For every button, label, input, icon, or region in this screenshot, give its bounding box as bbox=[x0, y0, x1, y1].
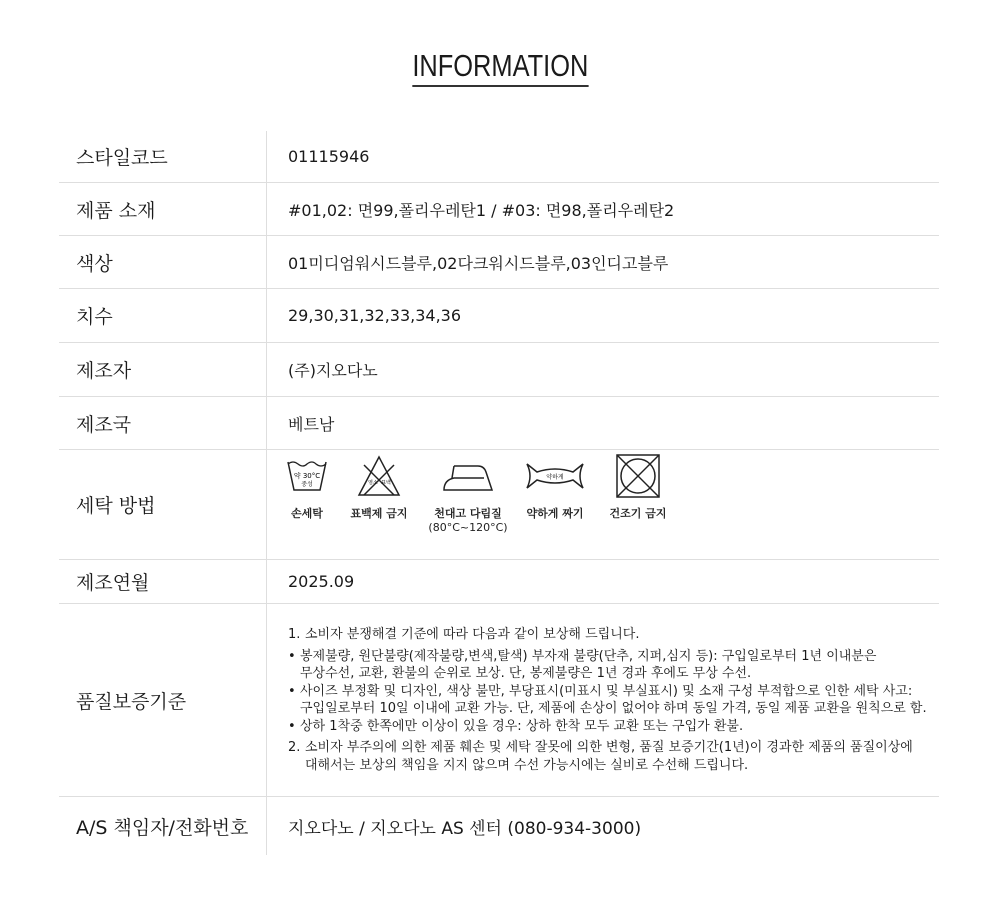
no-bleach-icon bbox=[357, 455, 401, 497]
care-item-hand-wash bbox=[277, 452, 337, 521]
care-item-iron bbox=[427, 452, 509, 535]
row-value: (주)지오다노 bbox=[288, 361, 378, 380]
row-label: 제조국 bbox=[59, 397, 267, 449]
quality-text-line: 상하 1착중 한쪽에만 이상이 있을 경우: 상하 한착 모두 교환 또는 구입가 환불. bbox=[300, 718, 744, 734]
care-label: 천대고 다림질 bbox=[434, 507, 502, 520]
row-material bbox=[59, 183, 939, 236]
page-title: INFORMATION bbox=[412, 48, 588, 87]
list-number: 1. bbox=[288, 627, 301, 642]
quality-text-line: 소비자 분쟁해결 기준에 따라 다음과 같이 보상해 드립니다. bbox=[305, 627, 640, 642]
row-color bbox=[59, 236, 939, 289]
quality-text-line: 대해서는 보상의 책임을 지지 않으며 수선 가능시에는 실비로 수선해 드립니다. bbox=[305, 757, 749, 773]
row-quality bbox=[59, 604, 939, 797]
quality-text-line: 소비자 부주의에 의한 제품 훼손 및 세탁 잘못에 의한 변형, 품질 보증기간(1년)이 경과한 제품의 품질이상에 bbox=[305, 740, 913, 755]
row-label: 제조자 bbox=[59, 343, 267, 396]
quality-text-line: 무상수선, 교환, 환불의 순위로 보상. 단, 봉제불량은 1년 경과 후에도 무상 수선. bbox=[300, 666, 752, 681]
bullet: • bbox=[288, 648, 296, 664]
row-manufacture-date bbox=[59, 560, 939, 604]
quality-line bbox=[288, 665, 927, 683]
hand-wash-icon-text2: 중성 bbox=[301, 481, 313, 488]
row-style-code bbox=[59, 131, 939, 183]
list-number: 2. bbox=[288, 740, 301, 755]
quality-text-line: 구입일로부터 10일 이내에 교환 가능. 단, 제품에 손상이 없어야 하며 동일 가격, 동일 제품 교환을 원칙으로 함. bbox=[300, 701, 927, 716]
row-label: 제조연월 bbox=[59, 560, 267, 603]
care-item-no-tumble-dry bbox=[601, 452, 675, 521]
gentle-wring-icon bbox=[525, 458, 585, 494]
row-size bbox=[59, 289, 939, 343]
care-item-no-bleach bbox=[339, 452, 419, 521]
row-value: 01115946 bbox=[288, 147, 370, 166]
row-label: 제품 소재 bbox=[59, 183, 267, 235]
care-item-gentle-wring bbox=[513, 452, 597, 521]
row-value: 베트남 bbox=[288, 414, 335, 434]
hand-wash-icon-text1: 약 30°C bbox=[293, 472, 321, 480]
care-label: 표백제 금지 bbox=[350, 507, 408, 520]
row-value: #01,02: 면99,폴리우레탄1 / #03: 면98,폴리우레탄2 bbox=[288, 200, 675, 220]
quality-line bbox=[288, 683, 927, 701]
row-value: 29,30,31,32,33,34,36 bbox=[288, 306, 462, 325]
row-label: 품질보증기준 bbox=[59, 604, 267, 796]
no-bleach-icon-text2: 표백 bbox=[381, 480, 391, 486]
row-label: 세탁 방법 bbox=[59, 450, 267, 559]
care-sublabel: (80°C~120°C) bbox=[428, 521, 508, 534]
row-label: A/S 책임자/전화번호 bbox=[59, 797, 267, 855]
quality-line bbox=[288, 626, 927, 644]
info-table bbox=[59, 131, 939, 855]
row-washing bbox=[59, 450, 939, 560]
header bbox=[0, 48, 1000, 87]
quality-text bbox=[267, 604, 939, 796]
quality-line bbox=[288, 700, 927, 718]
quality-line bbox=[288, 718, 927, 736]
care-icons bbox=[267, 450, 939, 559]
row-value: 지오다노 / 지오다노 AS 센터 (080-934-3000) bbox=[288, 818, 642, 839]
row-as-contact bbox=[59, 797, 939, 855]
quality-text-line: 사이즈 부정확 및 디자인, 색상 불만, 부당표시(미표시 및 부실표시) 및 소재 구성 부적합으로 인한 세탁 사고: bbox=[300, 683, 913, 699]
row-label: 스타일코드 bbox=[59, 131, 267, 182]
quality-line bbox=[288, 648, 927, 666]
row-value: 2025.09 bbox=[288, 572, 355, 591]
care-label: 약하게 짜기 bbox=[526, 507, 584, 520]
bullet: • bbox=[288, 718, 296, 734]
hand-wash-icon bbox=[285, 456, 329, 496]
gentle-wring-icon-text: 약하게 bbox=[546, 474, 564, 481]
bullet: • bbox=[288, 683, 296, 699]
quality-line bbox=[288, 757, 927, 775]
care-label: 건조기 금지 bbox=[609, 507, 667, 520]
row-manufacturer bbox=[59, 343, 939, 397]
row-value: 01미디엄워시드블루,02다크워시드블루,03인디고블루 bbox=[288, 253, 669, 273]
quality-text-line: 봉제불량, 원단불량(제작불량,변색,탈색) 부자재 불량(단추, 지퍼,심지 등): 구입일로부터 1년 이내분은 bbox=[300, 648, 877, 664]
no-bleach-icon-text1: 염소 bbox=[368, 480, 378, 486]
row-label: 치수 bbox=[59, 289, 267, 342]
quality-line bbox=[288, 739, 927, 757]
row-country bbox=[59, 397, 939, 450]
row-label: 색상 bbox=[59, 236, 267, 288]
care-label: 손세탁 bbox=[291, 507, 323, 520]
iron-icon bbox=[440, 456, 496, 496]
no-tumble-dry-icon bbox=[615, 453, 661, 499]
